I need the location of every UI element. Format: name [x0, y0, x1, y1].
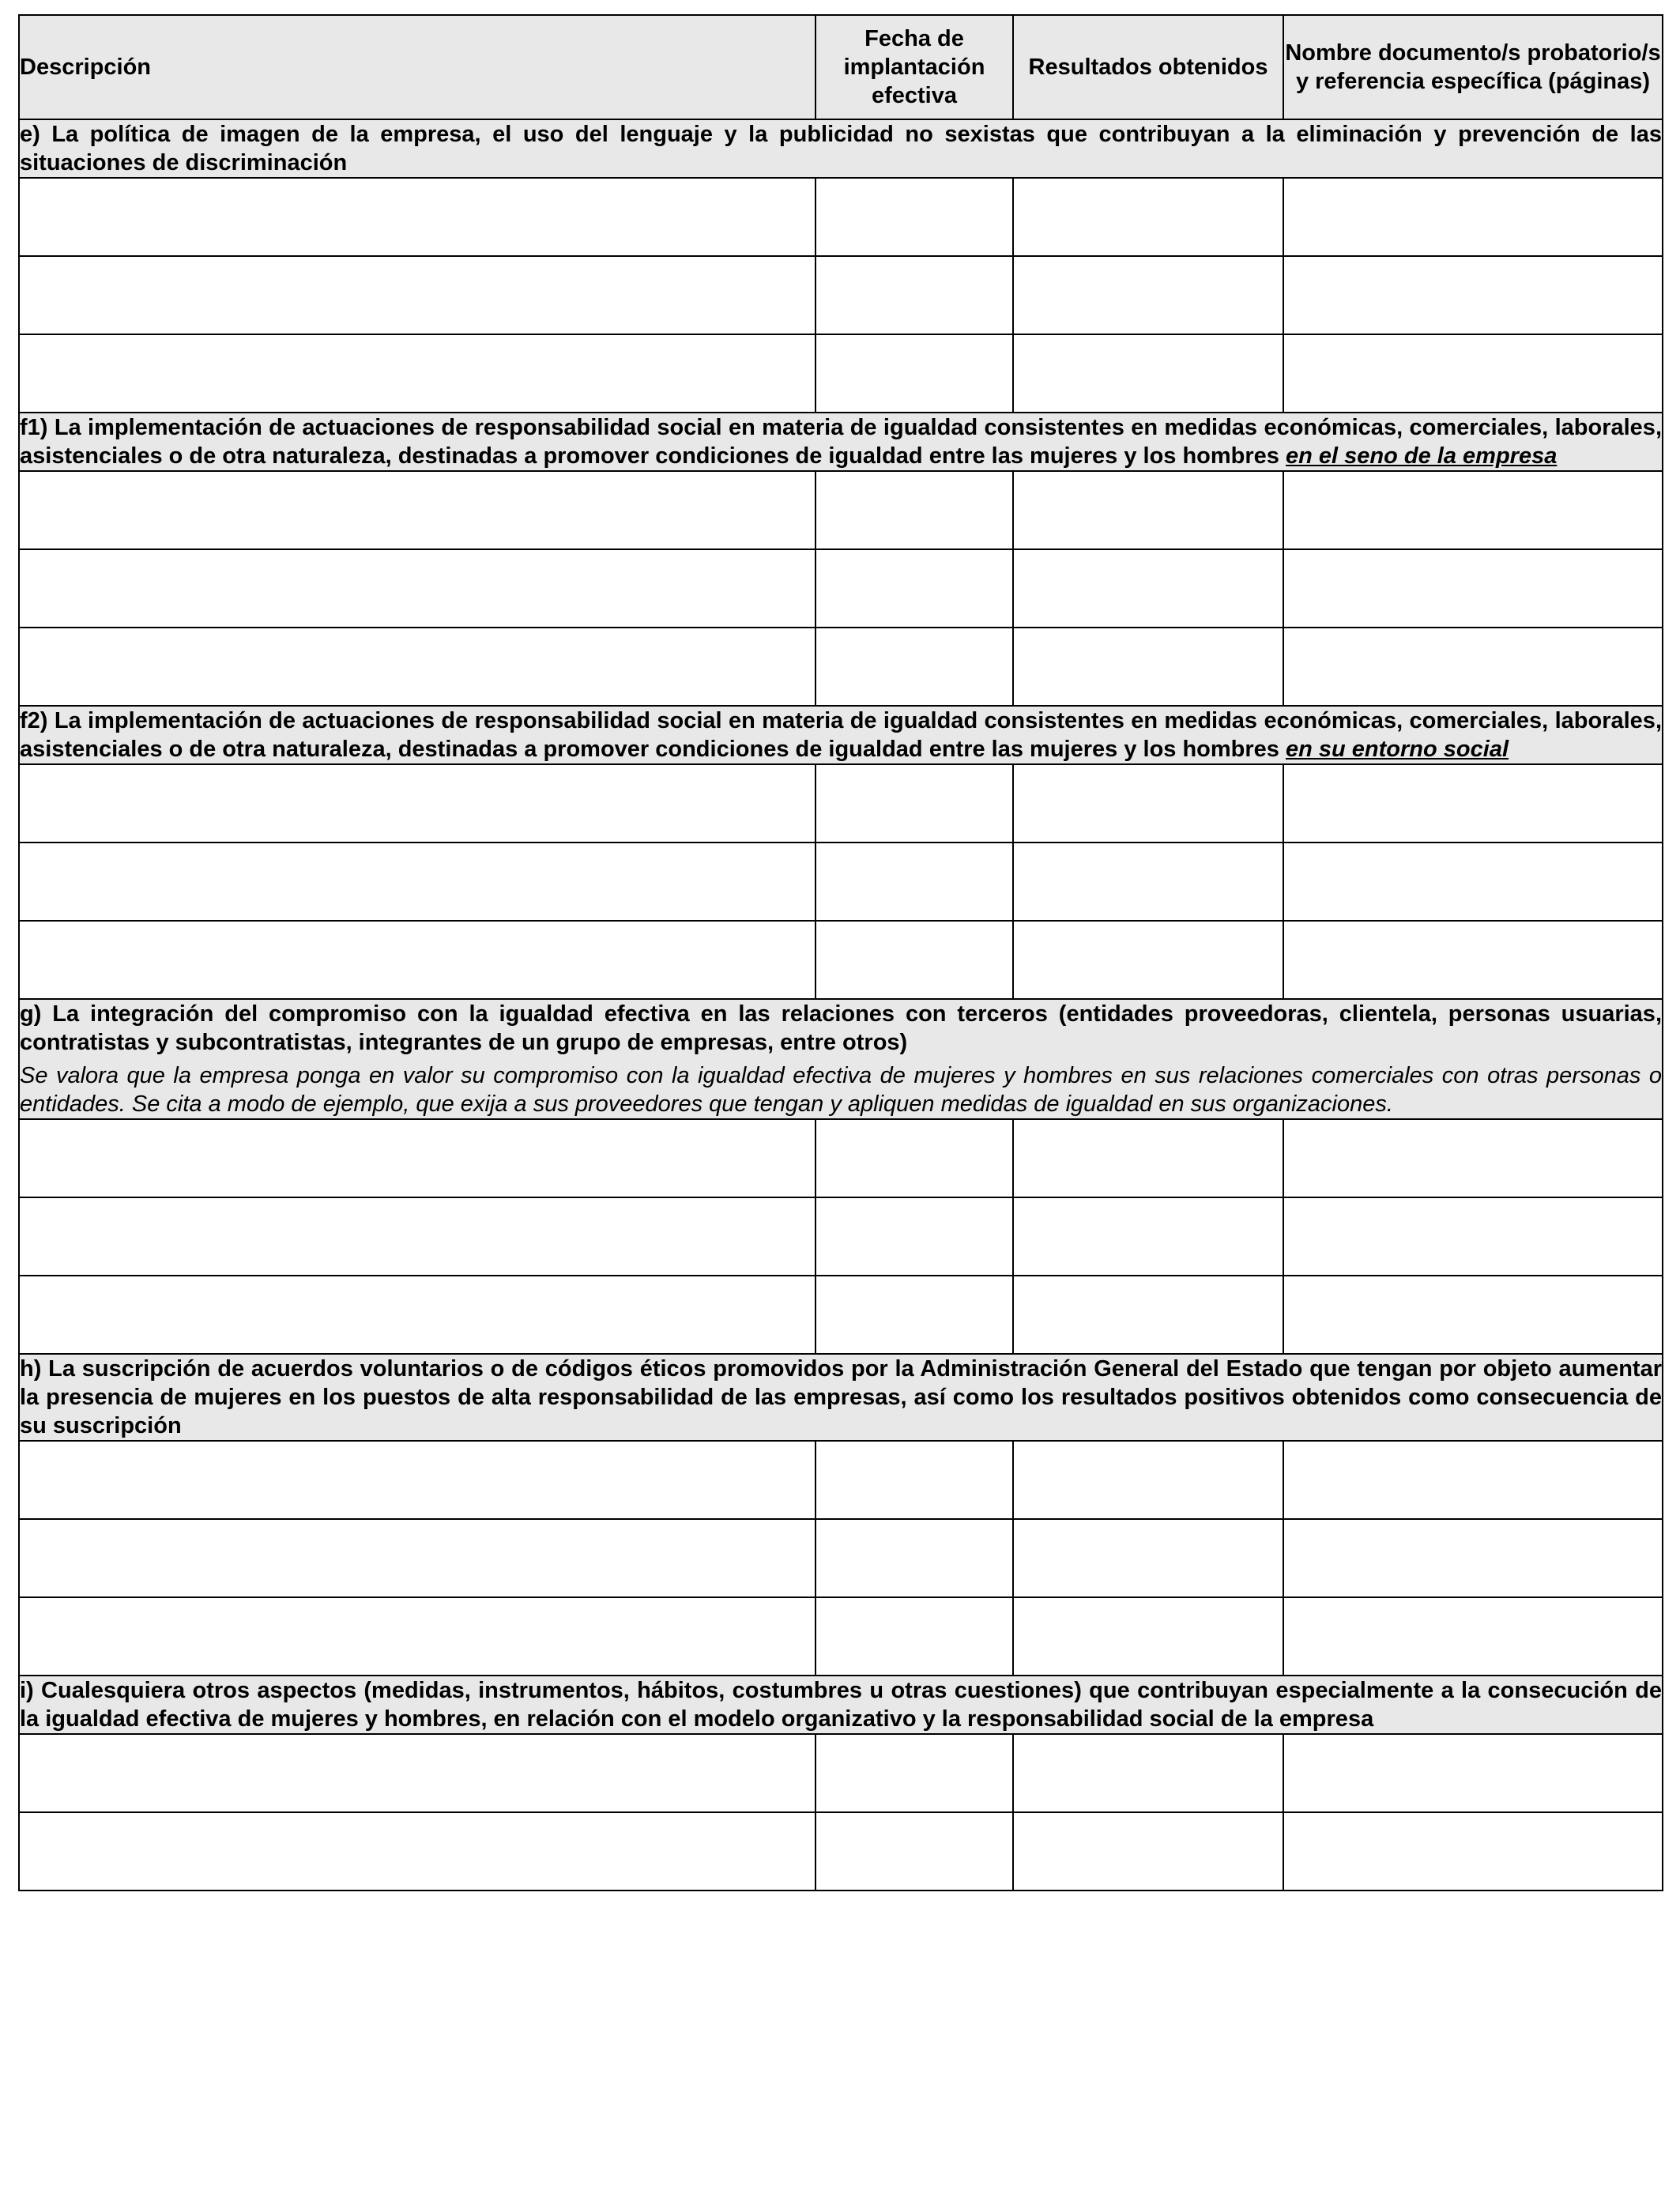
section-heading: [19, 413, 1663, 471]
section-heading: [19, 1354, 1663, 1441]
descripcion-cell[interactable]: [19, 628, 816, 706]
documento-cell[interactable]: [1283, 764, 1663, 843]
fecha-cell[interactable]: [816, 764, 1013, 843]
descripcion-cell[interactable]: [19, 1734, 816, 1812]
resultados-cell[interactable]: [1013, 764, 1283, 843]
fecha-cell[interactable]: [816, 1519, 1013, 1597]
documento-cell[interactable]: [1283, 1812, 1663, 1891]
descripcion-cell[interactable]: [19, 1597, 816, 1676]
column-header-documento: Nombre documento/s probatorio/s y referencia específica (páginas): [1283, 15, 1663, 119]
descripcion-cell[interactable]: [19, 471, 816, 549]
section-row: [19, 999, 1663, 1119]
resultados-cell[interactable]: [1013, 921, 1283, 999]
resultados-cell[interactable]: [1013, 256, 1283, 334]
section-title: [20, 1676, 1662, 1733]
table-row: [19, 764, 1663, 843]
descripcion-cell[interactable]: [19, 256, 816, 334]
measures-table: [18, 14, 1663, 1891]
resultados-cell[interactable]: [1013, 843, 1283, 921]
descripcion-cell[interactable]: [19, 334, 816, 413]
documento-cell[interactable]: [1283, 471, 1663, 549]
resultados-cell[interactable]: [1013, 1734, 1283, 1812]
table-row: [19, 1519, 1663, 1597]
section-title: [20, 1355, 1662, 1440]
table-row: [19, 921, 1663, 999]
resultados-cell[interactable]: [1013, 178, 1283, 256]
section-row: [19, 706, 1663, 764]
column-header-resultados: Resultados obtenidos: [1013, 15, 1283, 119]
documento-cell[interactable]: [1283, 921, 1663, 999]
resultados-cell[interactable]: [1013, 1276, 1283, 1354]
resultados-cell[interactable]: [1013, 1441, 1283, 1519]
section-title-emphasis: en su entorno social: [1286, 737, 1509, 762]
fecha-cell[interactable]: [816, 334, 1013, 413]
section-title: [20, 413, 1662, 470]
section-row: [19, 1676, 1663, 1734]
section-title-text: f2) La implementación de actuaciones de responsabilidad social en materia de igualdad consistentes en medidas económicas, comerciales, laborales, asistenciales o de otra naturaleza, destinadas a promover condiciones de igualdad entre las mujeres y los hombres: [20, 708, 1662, 762]
column-header-descripcion: Descripción: [19, 15, 816, 119]
fecha-cell[interactable]: [816, 628, 1013, 706]
section-title-text: h) La suscripción de acuerdos voluntarios o de códigos éticos promovidos por la Administración General del Estado que tengan por objeto aumentar la presencia de mujeres en los puestos de alta responsabilidad de las empresas, así como los resultados positivos obtenidos como consecuencia de su suscripción: [20, 1356, 1662, 1438]
fecha-cell[interactable]: [816, 1441, 1013, 1519]
table-row: [19, 1597, 1663, 1676]
column-header-fecha: Fecha de implantación efectiva: [816, 15, 1013, 119]
table-row: [19, 1812, 1663, 1891]
descripcion-cell[interactable]: [19, 1197, 816, 1276]
documento-cell[interactable]: [1283, 1441, 1663, 1519]
table-row: [19, 334, 1663, 413]
resultados-cell[interactable]: [1013, 1519, 1283, 1597]
section-heading: [19, 706, 1663, 764]
descripcion-cell[interactable]: [19, 764, 816, 843]
table-row: [19, 1119, 1663, 1197]
table-row: [19, 256, 1663, 334]
table-row: [19, 1734, 1663, 1812]
table-row: [19, 1197, 1663, 1276]
resultados-cell[interactable]: [1013, 1597, 1283, 1676]
table-row: [19, 1441, 1663, 1519]
section-title: [20, 120, 1662, 177]
fecha-cell[interactable]: [816, 256, 1013, 334]
descripcion-cell[interactable]: [19, 843, 816, 921]
fecha-cell[interactable]: [816, 1276, 1013, 1354]
documento-cell[interactable]: [1283, 334, 1663, 413]
section-note: Se valora que la empresa ponga en valor su compromiso con la igualdad efectiva de mujeres y hombres en sus relaciones comerciales con otras personas o entidades. Se cita a modo de ejemplo, que exija a sus proveedores que tengan y apliquen medidas de igualdad en sus organizaciones.: [20, 1063, 1662, 1117]
documento-cell[interactable]: [1283, 549, 1663, 628]
fecha-cell[interactable]: [816, 1597, 1013, 1676]
fecha-cell[interactable]: [816, 549, 1013, 628]
fecha-cell[interactable]: [816, 1734, 1013, 1812]
descripcion-cell[interactable]: [19, 549, 816, 628]
fecha-cell[interactable]: [816, 921, 1013, 999]
descripcion-cell[interactable]: [19, 1441, 816, 1519]
table-row: [19, 628, 1663, 706]
fecha-cell[interactable]: [816, 1812, 1013, 1891]
descripcion-cell[interactable]: [19, 1119, 816, 1197]
table-row: [19, 843, 1663, 921]
documento-cell[interactable]: [1283, 1119, 1663, 1197]
section-heading: [19, 119, 1663, 178]
section-title-text: g) La integración del compromiso con la igualdad efectiva en las relaciones con terceros (entidades proveedoras, clientela, personas usuarias, contratistas y subcontratistas, integrantes de un grupo de empresas, entre otros): [20, 1001, 1662, 1055]
resultados-cell[interactable]: [1013, 334, 1283, 413]
section-row: [19, 119, 1663, 178]
section-row: [19, 1354, 1663, 1441]
documento-cell[interactable]: [1283, 256, 1663, 334]
documento-cell[interactable]: [1283, 178, 1663, 256]
fecha-cell[interactable]: [816, 178, 1013, 256]
section-title: [20, 1000, 1662, 1057]
header-row: [19, 15, 1663, 119]
documento-cell[interactable]: [1283, 628, 1663, 706]
resultados-cell[interactable]: [1013, 549, 1283, 628]
documento-cell[interactable]: [1283, 1597, 1663, 1676]
documento-cell[interactable]: [1283, 1276, 1663, 1354]
section-heading: [19, 999, 1663, 1119]
section-row: [19, 413, 1663, 471]
documento-cell[interactable]: [1283, 1197, 1663, 1276]
resultados-cell[interactable]: [1013, 1812, 1283, 1891]
resultados-cell[interactable]: [1013, 1119, 1283, 1197]
fecha-cell[interactable]: [816, 843, 1013, 921]
documento-cell[interactable]: [1283, 843, 1663, 921]
table-row: [19, 549, 1663, 628]
section-title-text: f1) La implementación de actuaciones de responsabilidad social en materia de igualdad consistentes en medidas económicas, comerciales, laborales, asistenciales o de otra naturaleza, destinadas a promover condiciones de igualdad entre las mujeres y los hombres: [20, 415, 1662, 469]
section-title-emphasis: en el seno de la empresa: [1286, 443, 1558, 469]
descripcion-cell[interactable]: [19, 1276, 816, 1354]
section-title: [20, 707, 1662, 763]
resultados-cell[interactable]: [1013, 471, 1283, 549]
descripcion-cell[interactable]: [19, 921, 816, 999]
section-title-text: e) La política de imagen de la empresa, el uso del lenguaje y la publicidad no sexistas que contribuyan a la eliminación y prevención de las situaciones de discriminación: [20, 122, 1662, 175]
table-row: [19, 471, 1663, 549]
resultados-cell[interactable]: [1013, 1197, 1283, 1276]
resultados-cell[interactable]: [1013, 628, 1283, 706]
fecha-cell[interactable]: [816, 1119, 1013, 1197]
table-row: [19, 178, 1663, 256]
fecha-cell[interactable]: [816, 471, 1013, 549]
table-row: [19, 1276, 1663, 1354]
descripcion-cell[interactable]: [19, 1519, 816, 1597]
descripcion-cell[interactable]: [19, 1812, 816, 1891]
fecha-cell[interactable]: [816, 1197, 1013, 1276]
section-title-text: i) Cualesquiera otros aspectos (medidas, instrumentos, hábitos, costumbres u otras cuestiones) que contribuyan especialmente a la consecución de la igualdad efectiva de mujeres y hombres, en relación con el modelo organizativo y la responsabilidad social de la empresa: [20, 1678, 1662, 1732]
documento-cell[interactable]: [1283, 1734, 1663, 1812]
section-heading: [19, 1676, 1663, 1734]
descripcion-cell[interactable]: [19, 178, 816, 256]
documento-cell[interactable]: [1283, 1519, 1663, 1597]
